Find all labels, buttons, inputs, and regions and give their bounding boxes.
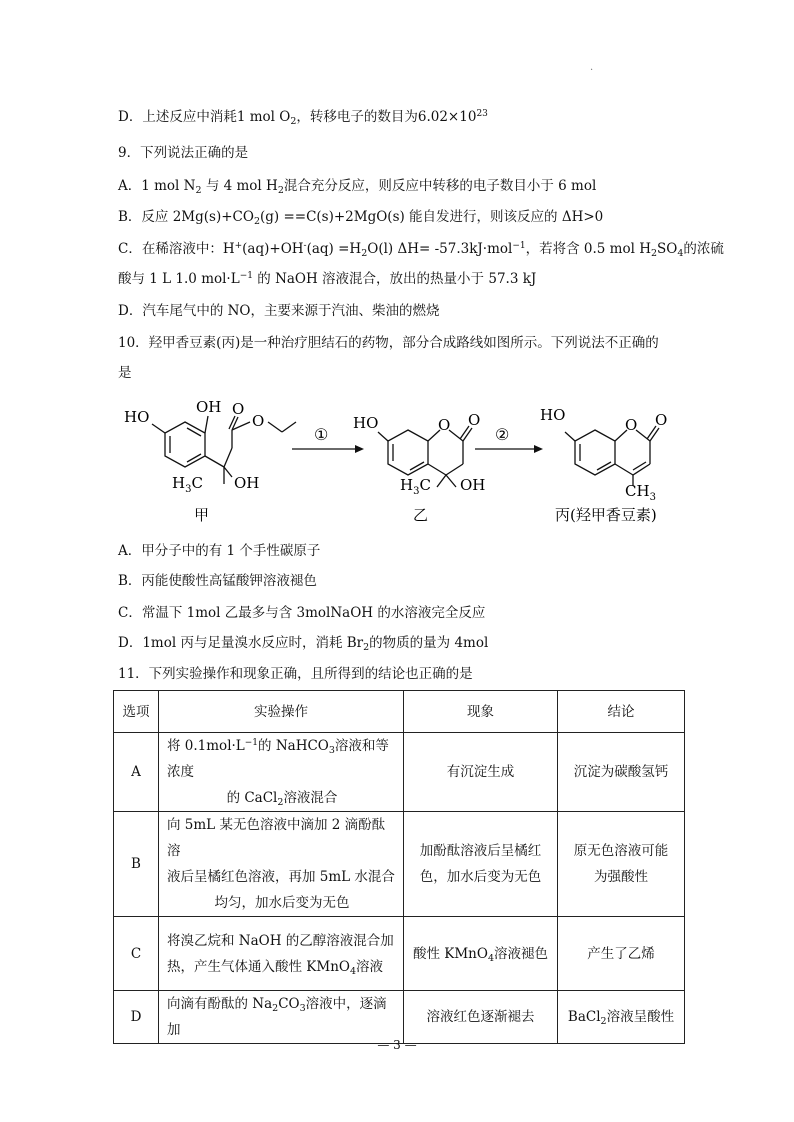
jia-oh-bottom: OH bbox=[234, 474, 260, 492]
table-row bbox=[114, 917, 685, 991]
row-b-conclusion: 原无色溶液可能 为强酸性 bbox=[558, 812, 685, 917]
q10-stem-line2: 是 bbox=[118, 365, 132, 381]
row-a-operation: 将 $0.1mol\cdot L^{-1}$的 NaHCO$_3$溶液和等浓度 的 CaCl$_2$溶液混合 bbox=[159, 733, 404, 812]
q10-option-a: A．甲分子中的有 1 个手性碳原子 bbox=[118, 543, 321, 559]
q9-option-a: A．1 mol $N_2$ 与 4 mol $H_2$混合充分反应，则反应中转移的电子数目小于 6 mol bbox=[118, 178, 597, 196]
row-a-conclusion: 沉淀为碳酸氢钙 bbox=[558, 733, 685, 812]
table-row bbox=[114, 991, 685, 1044]
q9-option-b: B．反应 $2Mg(s)+CO_2(g) ==C(s)+2MgO(s)$ 能自发进行，则该反应的 ΔH>0 bbox=[118, 209, 604, 227]
header-operation: 实验操作 bbox=[159, 691, 404, 733]
row-c-option: C bbox=[114, 917, 159, 991]
row-a-phenomenon: 有沉淀生成 bbox=[404, 733, 558, 812]
compound-bing-label: 丙(羟甲香豆素) bbox=[555, 506, 657, 524]
q9-option-c-line1: C．在稀溶液中：$H^+(aq)+OH^-(aq) =H_2O(l)$ ΔH= -57.3kJ·mol$^{-1}$，若将含 0.5 mol $H_2SO_4$的浓硫 bbox=[118, 241, 724, 259]
table-row bbox=[114, 733, 685, 812]
header-conclusion: 结论 bbox=[558, 691, 685, 733]
compound-jia-label: 甲 bbox=[194, 506, 210, 524]
yi-oh: OH bbox=[460, 476, 486, 494]
compound-yi-label: 乙 bbox=[413, 506, 429, 524]
yi-ring-o: O bbox=[438, 416, 451, 434]
reaction-scheme bbox=[110, 392, 690, 527]
yi-carbonyl-o: O bbox=[468, 411, 481, 429]
header-phenomenon: 现象 bbox=[404, 691, 558, 733]
bing-ch3: $CH_3$ bbox=[625, 482, 656, 503]
page-mark: . bbox=[590, 62, 594, 73]
bing-ring-o: O bbox=[625, 416, 638, 434]
row-d-conclusion: BaCl$_2$溶液呈酸性 bbox=[558, 991, 685, 1044]
reaction-arrow-1-head bbox=[355, 445, 364, 453]
q9-option-d: D．汽车尾气中的 NO，主要来源于汽油、柴油的燃烧 bbox=[118, 303, 440, 319]
q10-option-b: B．丙能使酸性高锰酸钾溶液褪色 bbox=[118, 573, 317, 589]
yi-h3c: $H_3C$ bbox=[400, 476, 431, 497]
q9-stem: 9．下列说法正确的是 bbox=[118, 145, 249, 161]
table-header-row bbox=[114, 691, 685, 733]
jia-carbonyl-o: O bbox=[232, 400, 245, 418]
row-c-conclusion: 产生了乙烯 bbox=[558, 917, 685, 991]
row-c-phenomenon: 酸性 KMnO$_4$溶液褪色 bbox=[404, 917, 558, 991]
row-a-option: A bbox=[114, 733, 159, 812]
q10-option-c: C．常温下 1mol 乙最多与含 3molNaOH 的水溶液完全反应 bbox=[118, 605, 486, 621]
q10-option-d: D．1mol 丙与足量溴水反应时，消耗 $Br_2$的物质的量为 4mol bbox=[118, 635, 489, 653]
q10-stem-line1: 10．羟甲香豆素(丙)是一种治疗胆结石的药物，部分合成路线如图所示。下列说法不正确的 bbox=[118, 335, 659, 351]
row-d-operation: 向滴有酚酞的 $Na_2CO_3$溶液中，逐滴加 bbox=[159, 991, 404, 1044]
page-number: — 3 — bbox=[377, 1038, 417, 1052]
q11-table bbox=[113, 690, 685, 1044]
q9-option-c-line2: 酸与 1 L 1.0 $mol\cdot L^{-1}$ 的 NaOH 溶液混合，放出的热量小于 57.3 kJ bbox=[118, 271, 537, 287]
q8-option-d: D．上述反应中消耗1 mol $O_2$，转移电子的数目为$6.02\times 10^{23}$ bbox=[118, 109, 488, 127]
jia-h3c: $H_3C$ bbox=[172, 474, 203, 495]
compound-bing-structure bbox=[565, 426, 659, 486]
header-option: 选项 bbox=[114, 691, 159, 733]
row-b-operation: 向 5mL 某无色溶液中滴加 2 滴酚酞溶 液后呈橘红色溶液，再加 5mL 水混合 均匀，加水后变为无色 bbox=[159, 812, 404, 917]
yi-ho: HO bbox=[353, 414, 379, 432]
jia-ho: HO bbox=[124, 408, 150, 426]
bing-ho: HO bbox=[540, 406, 566, 424]
row-b-option: B bbox=[114, 812, 159, 917]
row-d-phenomenon: 溶液红色逐渐褪去 bbox=[404, 991, 558, 1044]
bing-carbonyl-o: O bbox=[655, 411, 668, 429]
reaction-arrow-2-head bbox=[534, 445, 543, 453]
step-1-label: ① bbox=[314, 425, 329, 444]
row-c-operation: 将溴乙烷和 NaOH 的乙醇溶液混合加 热，产生气体通入酸性 KMnO$_4$溶液 bbox=[159, 917, 404, 991]
jia-oh-top: OH bbox=[196, 398, 222, 416]
row-b-phenomenon: 加酚酞溶液后呈橘红 色，加水后变为无色 bbox=[404, 812, 558, 917]
step-2-label: ② bbox=[495, 425, 510, 444]
row-d-option: D bbox=[114, 991, 159, 1044]
jia-ester-o: O bbox=[252, 412, 265, 430]
q11-stem: 11．下列实验操作和现象正确，且所得到的结论也正确的是 bbox=[118, 666, 473, 682]
table-row bbox=[114, 812, 685, 917]
